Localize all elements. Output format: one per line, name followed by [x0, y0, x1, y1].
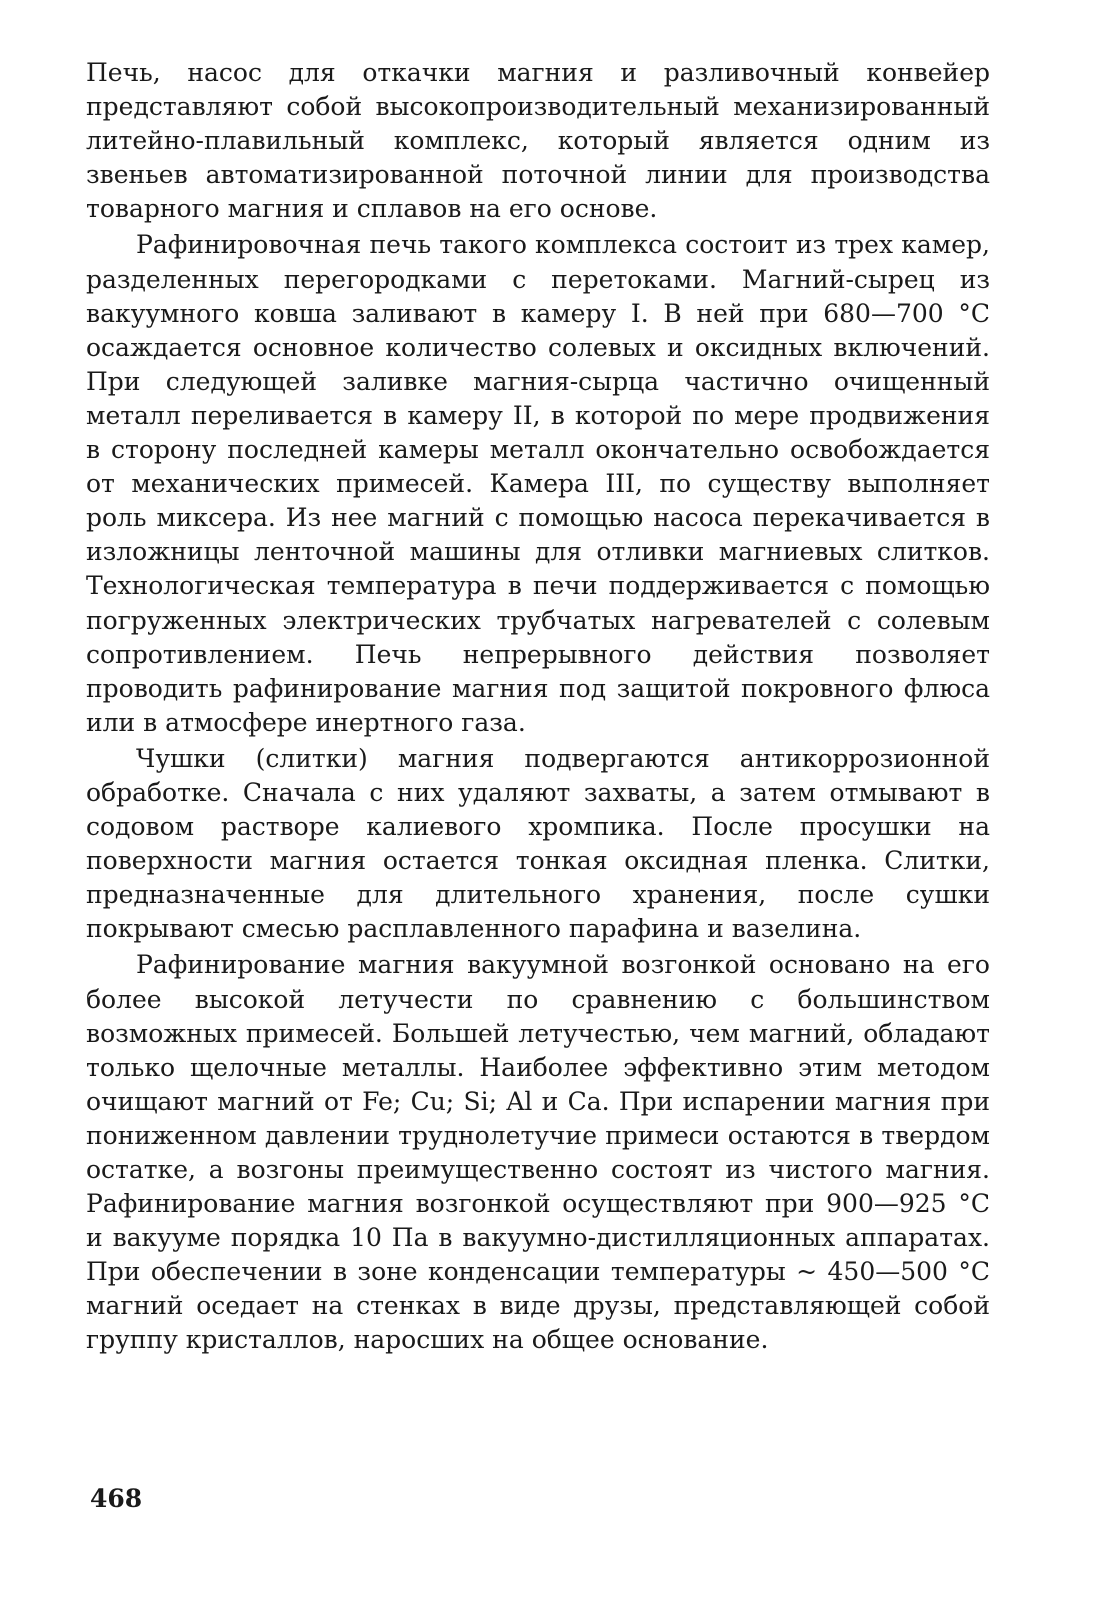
page-number: 468: [90, 1484, 143, 1513]
paragraph-1: Печь, насос для откачки магния и разливочный конвейер представляют собой высокопроизводительный механизированный литейно-плавильный комплекс, который является одним из звеньев автоматизированной поточной линии для производства товарного магния и сплавов на его основе.: [86, 58, 990, 224]
paragraph-2: Рафинировочная печь такого комплекса состоит из трех камер, разделенных перегородками с перетоками. Магний-сырец из вакуумного ковша заливают в камеру I. В ней при 680—700 °С осаждается основное количество солевых и оксидных включений. При следующей заливке магния-сырца частично очищенный металл переливается в камеру II, в которой по мере продвижения в сторону последней камеры металл окончательно освобождается от механических примесей. Камера III, по существу выполняет роль миксера. Из нее магний с помощью насоса перекачивается в изложницы ленточной машины для отливки магниевых слитков. Технологическая температура в печи поддерживается с помощью погруженных электрических трубчатых нагревателей с солевым сопротивлением. Печь непрерывного действия позволяет проводить рафинирование магния под защитой покровного флюса или в атмосфере инертного газа.: [86, 230, 990, 737]
page-body: [86, 56, 990, 1358]
paragraph-3: Чушки (слитки) магния подвергаются антикоррозионной обработке. Сначала с них удаляют захваты, а затем отмывают в содовом растворе калиевого хромпика. После просушки на поверхности магния остается тонкая оксидная пленка. Слитки, предназначенные для длительного хранения, после сушки покрывают смесью расплавленного парафина и вазелина.: [86, 743, 990, 944]
paragraph-4: Рафинирование магния вакуумной возгонкой основано на его более высокой летучести по сравнению с большинством возможных примесей. Большей летучестью, чем магний, обладают только щелочные металлы. Наиболее эффективно этим методом очищают магний от Fe; Cu; Si; Al и Ca. При испарении магния при пониженном давлении труднолетучие примеси остаются в твердом остатке, а возгоны преимущественно состоят из чистого магния. Рафинирование магния возгонкой осуществляют при 900—925 °С и вакууме порядка 10 Па в вакуумно-дистилляционных аппаратах. При обеспечении в зоне конденсации температуры ~ 450—500 °С магний оседает на стенках в виде друзы, представляющей собой группу кристаллов, наросших на общее основание.: [86, 950, 990, 1355]
